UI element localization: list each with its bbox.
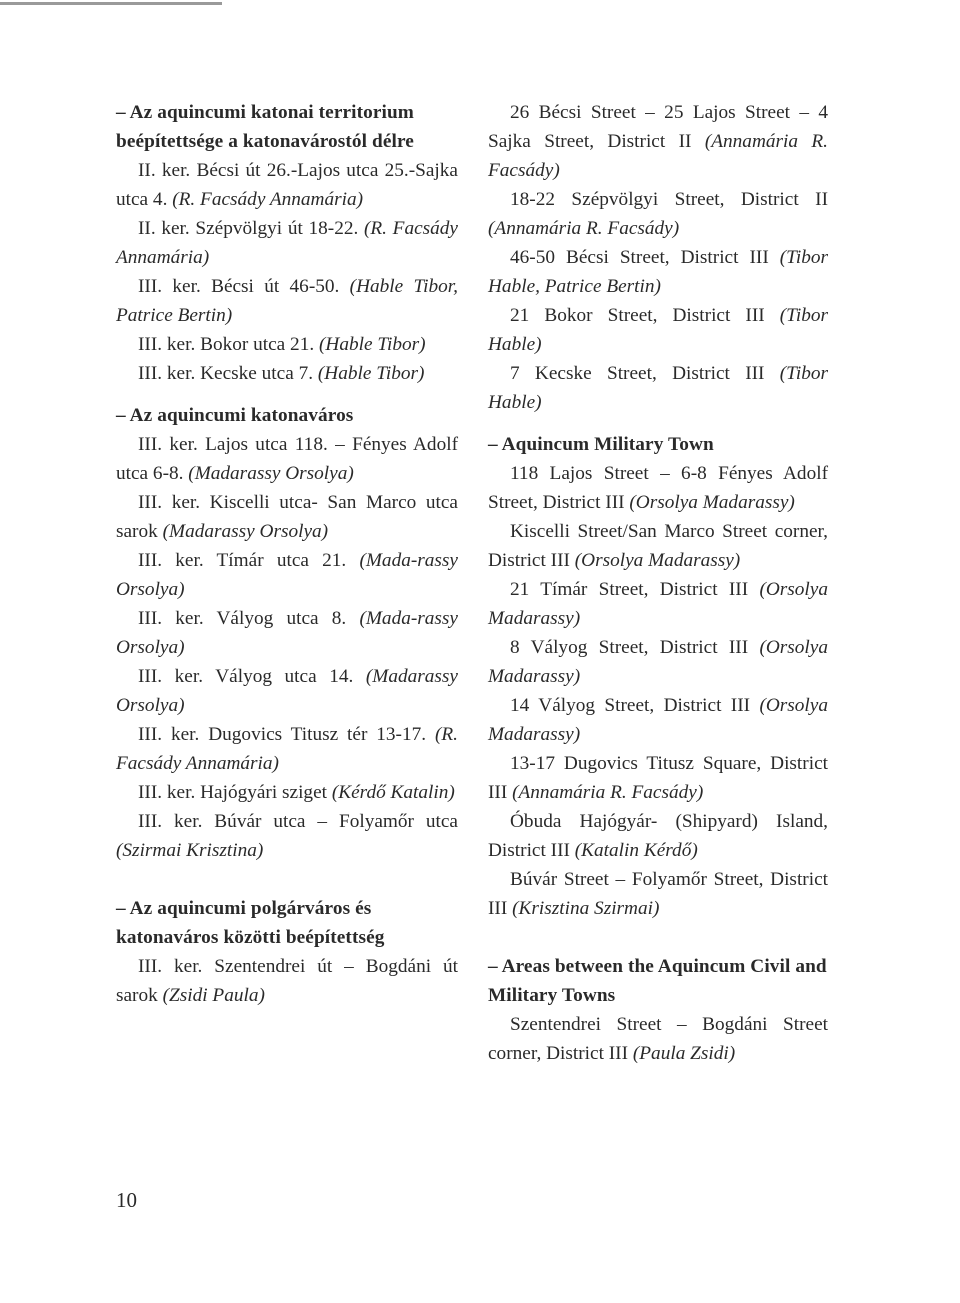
entry-author: (Annamária R. Facsády): [512, 782, 704, 803]
entry-text: III. ker. Kiscelli utca- San Marco utca sarok: [116, 492, 458, 542]
entry-author: (Hable Tibor): [317, 363, 425, 384]
left-column: [116, 98, 458, 1010]
list-item: [116, 720, 458, 778]
left-heading-1: – Az aquincumi katonai territorium beépítettsége a katonavárostól délre: [116, 102, 414, 152]
entry-author: (Paula Zsidi): [632, 1043, 736, 1064]
entry-author: (R. Facsády Annamária): [116, 218, 458, 268]
entry-author: (R. Facsády Annamária): [116, 724, 458, 774]
entry-text: III. ker. Vályog utca 14.: [138, 666, 366, 687]
entry-text: 8 Vályog Street, District III: [510, 637, 760, 658]
list-item: [116, 807, 458, 865]
list-item: [488, 185, 828, 243]
entry-text: 46-50 Bécsi Street, District III: [510, 247, 780, 268]
entry-author: (Szirmai Krisztina): [116, 840, 264, 861]
list-item: [488, 807, 828, 865]
list-item: [488, 359, 828, 417]
list-item: [488, 459, 828, 517]
entry-author: (Tibor Hable): [488, 363, 828, 413]
entry-text: III. ker. Búvár utca – Folyamőr utca: [138, 811, 458, 832]
entry-author: (Kérdő Katalin): [331, 782, 455, 803]
right-column: [488, 98, 828, 1068]
list-item: [488, 575, 828, 633]
entry-text: III. ker. Bokor utca 21.: [138, 334, 319, 355]
entry-text: 7 Kecske Street, District III: [510, 363, 780, 384]
page-number: 10: [116, 1188, 137, 1212]
right-heading-3: – Areas between the Aquincum Civil and Military Towns: [488, 956, 827, 1006]
list-item: [488, 633, 828, 691]
entry-author: (Orsolya Madarassy): [629, 492, 795, 513]
entry-text: Búvár Street – Folyamőr Street, District III: [488, 869, 828, 919]
entry-text: Kiscelli Street/San Marco Street corner, District III: [488, 521, 828, 571]
entry-author: (Tibor Hable, Patrice Bertin): [488, 247, 828, 297]
list-item: [116, 546, 458, 604]
list-item: [116, 952, 458, 1010]
list-item: [116, 156, 458, 214]
list-item: [488, 1010, 828, 1068]
entry-author: (Tibor Hable): [488, 305, 828, 355]
list-item: [488, 749, 828, 807]
entry-text: 13-17 Dugovics Titusz Square, District III: [488, 753, 828, 803]
spacer: [116, 388, 458, 401]
list-item: [488, 243, 828, 301]
right-heading-2: – Aquincum Military Town: [488, 434, 714, 455]
entry-text: 18-22 Szépvölgyi Street, District II: [510, 189, 828, 210]
list-item: [116, 430, 458, 488]
entry-text: 21 Tímár Street, District III: [510, 579, 760, 600]
left-heading-3: – Az aquincumi polgárváros és katonaváros közötti beépítettség: [116, 898, 385, 948]
list-item: [116, 604, 458, 662]
entry-author: (Madarassy Orsolya): [116, 666, 458, 716]
entry-text: III. ker. Dugovics Titusz tér 13-17.: [138, 724, 435, 745]
entry-author: (Annamária R. Facsády): [488, 218, 680, 239]
list-item: [116, 488, 458, 546]
entry-author: (Madarassy Orsolya): [162, 521, 329, 542]
list-item: [116, 359, 458, 388]
entry-text: III. ker. Vályog utca 8.: [138, 608, 360, 629]
list-item: [488, 301, 828, 359]
entry-text: III. ker. Hajógyári sziget: [138, 782, 332, 803]
entry-text: 21 Bokor Street, District III: [510, 305, 780, 326]
entry-author: (Mada-rassy Orsolya): [116, 550, 458, 600]
entry-text: II. ker. Szépvölgyi út 18-22.: [138, 218, 364, 239]
entry-author: (Madarassy Orsolya): [188, 463, 354, 484]
entry-author: (Hable Tibor, Patrice Bertin): [116, 276, 458, 326]
entry-text: Szentendrei Street – Bogdáni Street corner, District III: [488, 1014, 828, 1064]
list-item: [116, 778, 458, 807]
entry-author: (R. Facsády Annamária): [172, 189, 364, 210]
entry-text: 26 Bécsi Street – 25 Lajos Street – 4 Sajka Street, District II: [488, 102, 828, 152]
spacer: [488, 417, 828, 430]
entry-author: (Mada-rassy Orsolya): [116, 608, 458, 658]
entry-author: (Krisztina Szirmai): [512, 898, 660, 919]
entry-author: (Orsolya Madarassy): [488, 695, 828, 745]
list-item: [488, 517, 828, 575]
entry-text: II. ker. Bécsi út 26.-Lajos utca 25.-Sajka utca 4.: [116, 160, 458, 210]
entry-author: (Annamária R. Facsády): [488, 131, 828, 181]
list-item: [116, 272, 458, 330]
entry-author: (Orsolya Madarassy): [488, 579, 828, 629]
list-item: [116, 330, 458, 359]
entry-author: (Orsolya Madarassy): [574, 550, 741, 571]
entry-text: III. ker. Tímár utca 21.: [138, 550, 360, 571]
entry-text: 118 Lajos Street – 6-8 Fényes Adolf Street, District III: [488, 463, 828, 513]
list-item: [488, 98, 828, 185]
top-rule: [0, 2, 222, 5]
list-item: [116, 662, 458, 720]
entry-text: III. ker. Bécsi út 46-50.: [138, 276, 350, 297]
left-heading-2: – Az aquincumi katonaváros: [116, 405, 354, 426]
list-item: [488, 691, 828, 749]
spacer: [116, 865, 458, 894]
entry-author: (Orsolya Madarassy): [488, 637, 828, 687]
entry-text: III. ker. Lajos utca 118. – Fényes Adolf utca 6-8.: [116, 434, 458, 484]
entry-author: (Katalin Kérdő): [574, 840, 698, 861]
spacer: [488, 923, 828, 952]
entry-text: III. ker. Szentendrei út – Bogdáni út sarok: [116, 956, 458, 1006]
entry-text: III. ker. Kecske utca 7.: [138, 363, 318, 384]
entry-text: 14 Vályog Street, District III: [510, 695, 760, 716]
list-item: [116, 214, 458, 272]
entry-author: (Zsidi Paula): [162, 985, 265, 1006]
entry-author: (Hable Tibor): [318, 334, 426, 355]
entry-text: Óbuda Hajógyár- (Shipyard) Island, District III: [488, 811, 828, 861]
list-item: [488, 865, 828, 923]
